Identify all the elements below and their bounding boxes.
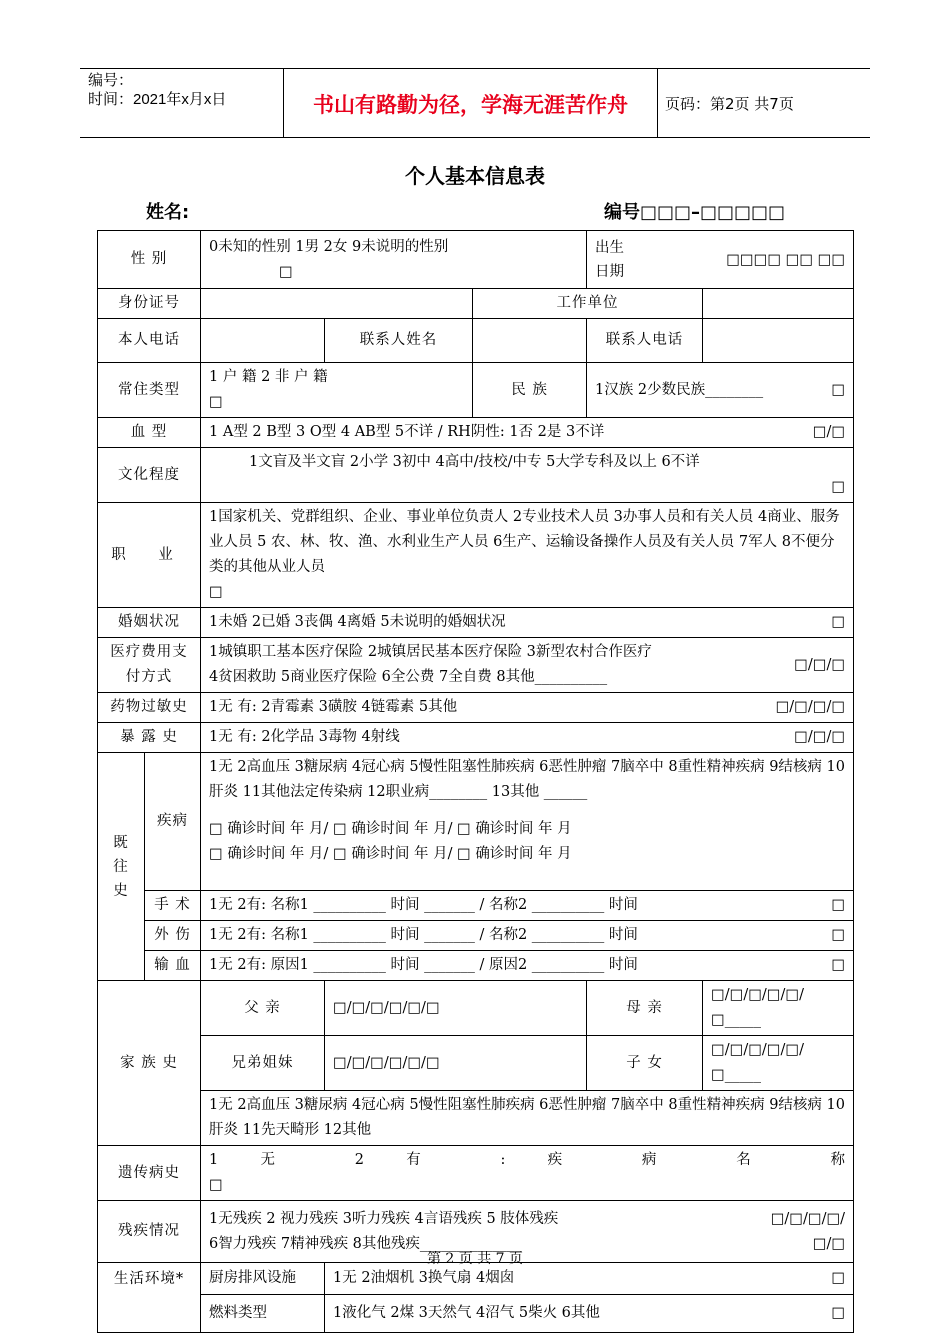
fuel-checkbox[interactable]: □ [831, 1305, 846, 1321]
idcard-label: 身份证号 [98, 289, 201, 319]
family-label: 家 族 史 [98, 981, 201, 1146]
row-education [98, 448, 854, 503]
blood-cell[interactable] [201, 418, 854, 448]
transfusion-options: 1无 2有: 原因1 __________ 时间 _______ / 原因2 __________ 时间 [209, 957, 638, 973]
ethnic-options: 1汉族 2少数民族________ [595, 381, 764, 398]
fuel-options: 1液化气 2煤 3天然气 4沼气 5柴火 6其他 [333, 1305, 600, 1321]
exposure-label: 暴 露 史 [98, 723, 201, 753]
row-payment [98, 638, 854, 693]
ethnic-label: 民 族 [473, 363, 587, 418]
injury-checkbox[interactable]: □ [831, 927, 846, 943]
sibling-checkbox[interactable]: □/□/□/□/□/□ [325, 1036, 587, 1091]
transfusion-label: 输 血 [145, 951, 201, 981]
occupation-options: 1国家机关、党群组织、企业、事业单位负责人 2专业技术人员 3办事人员和有关人员 4商业、服务业人员 5 农、林、牧、渔、水利业生产人员 6生产、运输设备操作人员及有关人员 7军人 8不便分类的其他从业人员 [209, 509, 840, 575]
transfusion-checkbox[interactable]: □ [831, 957, 846, 973]
row-marriage [98, 608, 854, 638]
fuel-label: 燃料类型 [201, 1295, 325, 1333]
row-family-parents [98, 981, 854, 1036]
environment-label: 生活环境* [98, 1263, 201, 1333]
disability-checkbox-line1[interactable]: □/□/□/□/ [770, 1210, 846, 1227]
phone-field[interactable] [201, 319, 325, 363]
page-footer: 第 2 页 共 7 页 [426, 1251, 524, 1267]
contact-phone-field[interactable] [703, 319, 854, 363]
occupation-label: 职 业 [98, 503, 201, 608]
education-options: 1文盲及半文盲 2小学 3初中 4高中/技校/中专 5大学专科及以上 6不详 [249, 454, 700, 470]
disability-checkbox-line2[interactable]: □/□ [812, 1235, 846, 1252]
genetic-label: 遗传病史 [98, 1146, 201, 1201]
disability-label: 残疾情况 [98, 1201, 201, 1263]
history-label: 既往史 [98, 753, 145, 981]
row-phone [98, 319, 854, 363]
education-checkbox[interactable]: □ [831, 479, 846, 495]
injury-label: 外 伤 [145, 921, 201, 951]
marriage-options: 1未婚 2已婚 3丧偶 4离婚 5未说明的婚姻状况 [209, 614, 506, 630]
page-title: 个人基本信息表 [405, 164, 545, 188]
fuel-cell[interactable] [325, 1295, 854, 1333]
row-genetic [98, 1146, 854, 1201]
birth-cell [587, 231, 854, 289]
marriage-label: 婚姻状况 [98, 608, 201, 638]
disease-options: 1无 2高血压 3糖尿病 4冠心病 5慢性阻塞性肺疾病 6恶性肿瘤 7脑卒中 8重性精神疾病 9结核病 10肝炎 11其他法定传染病 12职业病________ 13其他 ______ [209, 759, 845, 800]
page-header [80, 68, 870, 138]
exposure-cell[interactable] [201, 723, 854, 753]
allergy-label: 药物过敏史 [98, 693, 201, 723]
disease-cell[interactable] [201, 753, 854, 891]
row-family-siblings [98, 1036, 854, 1091]
id-number-label: 编号□□□–□□□□□ [604, 202, 786, 223]
surgery-options: 1无 2有: 名称1 __________ 时间 _______ / 名称2 __________ 时间 [209, 897, 638, 913]
transfusion-cell[interactable] [201, 951, 854, 981]
date-label: 时间：2021年x月x日 [88, 91, 227, 108]
header-divider [657, 69, 658, 137]
ethnic-cell[interactable] [587, 363, 854, 418]
gender-checkbox[interactable]: □ [279, 263, 293, 280]
education-label: 文化程度 [98, 448, 201, 503]
row-transfusion [98, 951, 854, 981]
surgery-checkbox[interactable]: □ [831, 897, 846, 913]
row-injury [98, 921, 854, 951]
payment-options-line1: 1城镇职工基本医疗保险 2城镇居民基本医疗保险 3新型农村合作医疗 [209, 644, 652, 660]
header-meta [88, 71, 278, 109]
disease-label: 疾病 [145, 753, 201, 891]
residence-options: 1 户 籍 2 非 户 籍 [209, 369, 328, 385]
exposure-options: 1无 有: 2化学品 3毒物 4射线 [209, 729, 400, 745]
row-exposure [98, 723, 854, 753]
row-blood [98, 418, 854, 448]
father-label: 父 亲 [201, 981, 325, 1036]
payment-options-line2: 4贫困救助 5商业医疗保险 6全公费 7全自费 8其他__________ [209, 669, 608, 685]
allergy-cell[interactable] [201, 693, 854, 723]
occupation-checkbox[interactable]: □ [209, 584, 223, 600]
payment-checkbox[interactable]: □/□/□ [794, 656, 846, 673]
allergy-checkbox[interactable]: □/□/□/□ [775, 699, 846, 715]
row-fuel [98, 1295, 854, 1333]
row-disease [98, 753, 854, 891]
contact-phone-label: 联系人电话 [587, 319, 703, 363]
marriage-checkbox[interactable]: □ [831, 614, 846, 630]
mother-checkbox[interactable]: □/□/□/□/□/□_____ [703, 981, 854, 1036]
father-checkbox[interactable]: □/□/□/□/□/□ [325, 981, 587, 1036]
occupation-cell[interactable] [201, 503, 854, 608]
genetic-checkbox[interactable]: □ [209, 1177, 223, 1193]
phone-label: 本人电话 [98, 319, 201, 363]
name-label: 姓名: [146, 202, 190, 223]
ethnic-checkbox[interactable]: □ [831, 381, 846, 398]
work-field[interactable] [703, 289, 854, 319]
disease-dates-line1[interactable]: □ 确诊时间 年 月/ □ 确诊时间 年 月/ □ 确诊时间 年 月 [209, 821, 572, 837]
gender-cell[interactable] [201, 231, 587, 289]
injury-cell[interactable] [201, 921, 854, 951]
disability-options-line2: 6智力残疾 7精神残疾 8其他残疾______________ [209, 1235, 522, 1252]
residence-label: 常住类型 [98, 363, 201, 418]
marriage-cell[interactable] [201, 608, 854, 638]
blood-label: 血 型 [98, 418, 201, 448]
header-motto: 书山有路勤为径，学海无涯苦作舟 [313, 93, 628, 117]
birth-label: 出生日期 [595, 239, 625, 280]
contact-name-field[interactable] [473, 319, 587, 363]
allergy-options: 1无 有: 2青霉素 3磺胺 4链霉素 5其他 [209, 699, 458, 715]
row-surgery [98, 891, 854, 921]
genetic-cell[interactable] [201, 1146, 854, 1201]
info-form-table [97, 230, 854, 1333]
gender-label: 性 别 [98, 231, 201, 289]
code-label: 编号： [88, 72, 134, 89]
kitchen-label: 厨房排风设施 [201, 1263, 325, 1295]
row-residence [98, 363, 854, 418]
genetic-options: 1 无 2 有 : 疾 病 名 称 [209, 1152, 846, 1168]
surgery-cell[interactable] [201, 891, 854, 921]
payment-cell[interactable] [201, 638, 854, 693]
blood-options: 1 A型 2 B型 3 O型 4 AB型 5不详 / RH阴性: 1否 2是 3不详 [209, 424, 605, 440]
row-family-options [98, 1091, 854, 1146]
education-cell[interactable] [201, 448, 854, 503]
mother-label: 母 亲 [587, 981, 703, 1036]
disability-options-line1: 1无残疾 2 视力残疾 3听力残疾 4言语残疾 5 肢体残疾 [209, 1210, 559, 1227]
work-label: 工作单位 [473, 289, 703, 319]
row-gender [98, 231, 854, 289]
payment-label: 医疗费用支付方式 [98, 638, 201, 693]
header-page-number: 页码：第2页 共7页 [665, 95, 794, 113]
child-checkbox[interactable]: □/□/□/□/□/□_____ [703, 1036, 854, 1091]
kitchen-checkbox[interactable]: □ [831, 1270, 846, 1286]
disease-dates-line2[interactable]: □ 确诊时间 年 月/ □ 确诊时间 年 月/ □ 确诊时间 年 月 [209, 846, 572, 862]
row-idcard [98, 289, 854, 319]
residence-checkbox[interactable]: □ [209, 394, 223, 410]
family-options: 1无 2高血压 3糖尿病 4冠心病 5慢性阻塞性肺疾病 6恶性肿瘤 7脑卒中 8重性精神疾病 9结核病 10肝炎 11先天畸形 12其他 [201, 1091, 854, 1146]
injury-options: 1无 2有: 名称1 __________ 时间 _______ / 名称2 __________ 时间 [209, 927, 638, 943]
kitchen-options: 1无 2油烟机 3换气扇 4烟囱 [333, 1270, 515, 1286]
row-allergy [98, 693, 854, 723]
row-occupation [98, 503, 854, 608]
birth-date-boxes[interactable]: □□□□ □□ □□ [726, 251, 846, 268]
gender-options: 0未知的性别 1男 2女 9未说明的性别 [209, 238, 449, 255]
surgery-label: 手 术 [145, 891, 201, 921]
blood-checkbox[interactable]: □/□ [812, 424, 846, 440]
child-label: 子 女 [587, 1036, 703, 1091]
residence-cell[interactable] [201, 363, 473, 418]
exposure-checkbox[interactable]: □/□/□ [794, 729, 846, 745]
idcard-field[interactable] [201, 289, 473, 319]
sibling-label: 兄弟姐妹 [201, 1036, 325, 1091]
contact-name-label: 联系人姓名 [325, 319, 473, 363]
